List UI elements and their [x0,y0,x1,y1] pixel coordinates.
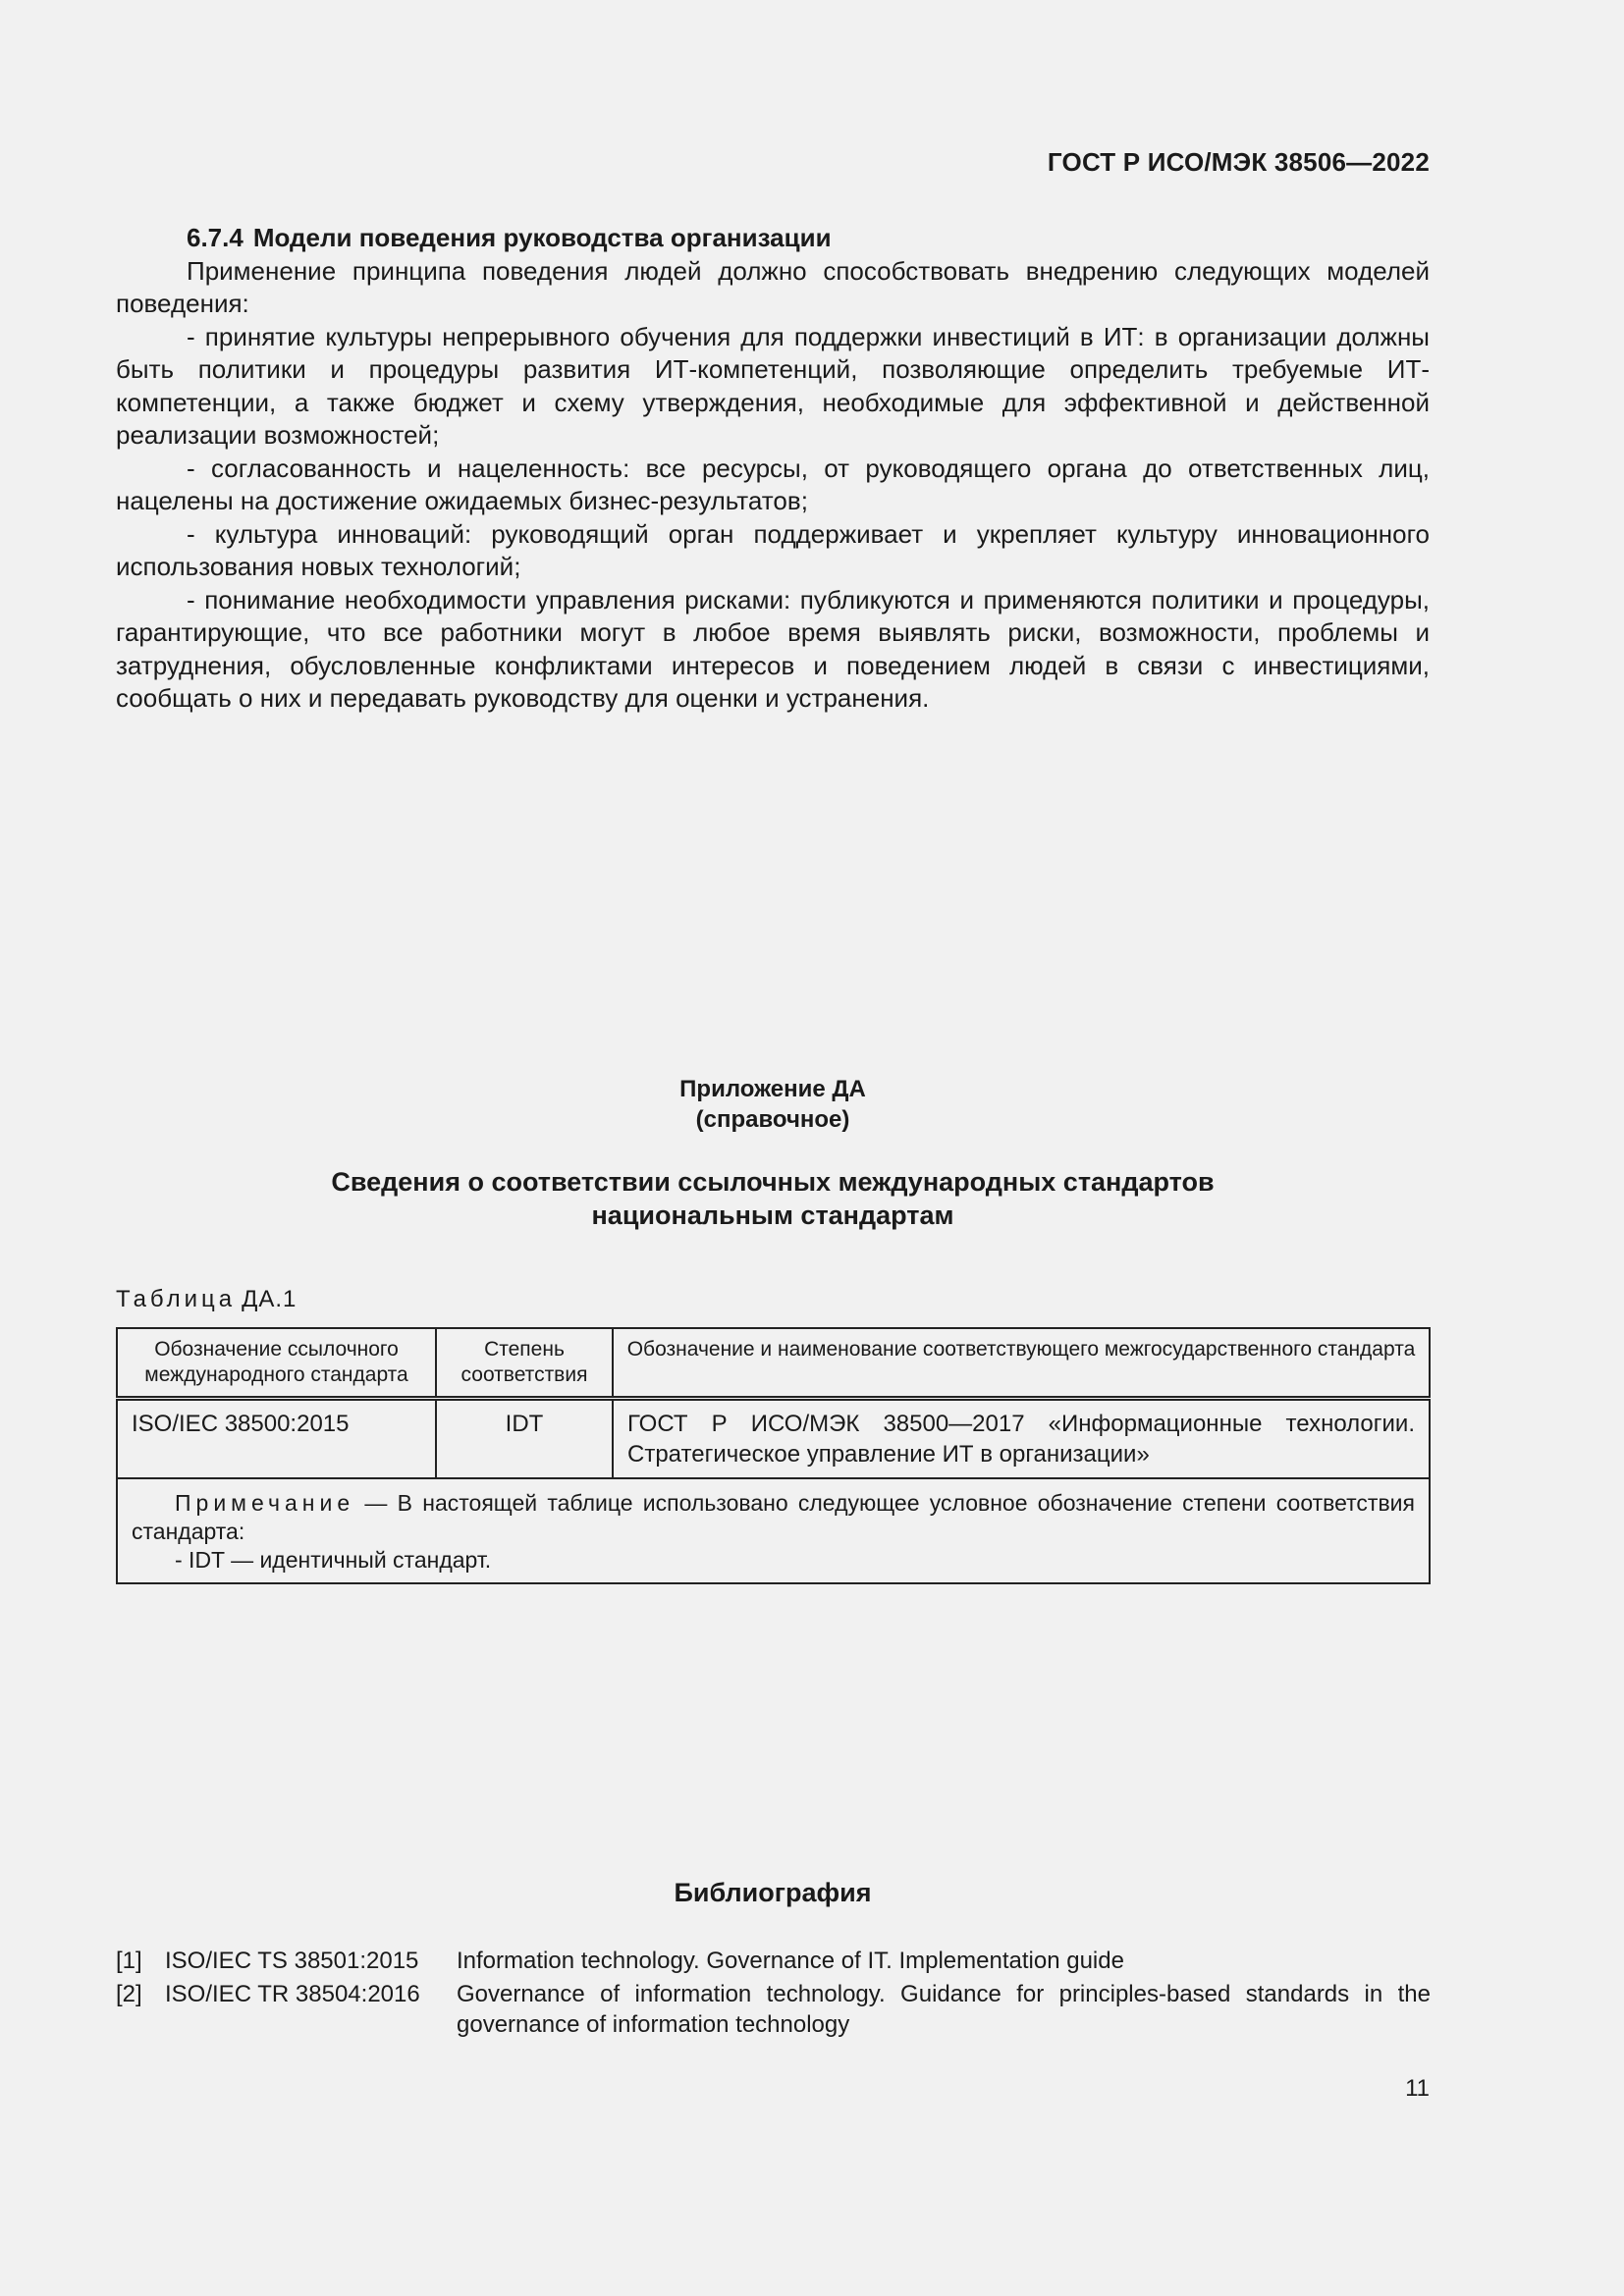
table-cell-national-standard: ГОСТ Р ИСО/МЭК 38500—2017 «Информационные технологии. Стратегическое управление ИТ в организации» [613,1399,1430,1479]
table-row [117,1399,1430,1479]
section-paragraph: - культура инноваций: руководящий орган поддерживает и укрепляет культуру инновационного использования новых технологий; [116,518,1430,581]
table-header-cell: Обозначение ссылочного международного стандарта [117,1328,436,1399]
correspondence-table [116,1327,1431,1584]
bib-title: Governance of information technology. Guidance for principles-based standards in the governance of information technology [457,1981,1431,2038]
bib-designation: ISO/IEC TR 38504:2016 [165,1981,420,2007]
appendix-title [116,1165,1430,1232]
bibliography-title: Библиография [674,1878,872,1907]
table-header-row [117,1328,1430,1399]
table-caption-word: Таблица [116,1286,237,1312]
bib-number: [1] [116,1948,142,1974]
appendix-heading [116,1074,1430,1232]
table-note-row [117,1478,1430,1583]
appendix-label: Приложение ДА [679,1076,866,1102]
section-title [116,222,1430,255]
table-header-cell: Обозначение и наименование соответствующего межгосударственного стандарта [613,1328,1430,1399]
section-6-7-4 [116,222,1430,716]
section-paragraph: - согласованность и нацеленность: все ресурсы, от руководящего органа до ответственных лиц, нацелены на достижение ожидаемых бизнес-результатов; [116,453,1430,515]
page-number: 11 [1405,2075,1430,2102]
bib-number: [2] [116,1981,142,2007]
table-cell-intl-standard: ISO/IEC 38500:2015 [117,1399,436,1479]
table-caption-number: ДА.1 [242,1286,298,1312]
note-item: - IDT — идентичный стандарт. [175,1547,492,1573]
section-paragraph: - понимание необходимости управления рисками: публикуются и применяются политики и процедуры, гарантирующие, что все работники могут в любое время выявлять риски, возможности, проблемы и затруднения, обусловленные конфликтами интересов и поведением людей в связи с инвестициями, сообщать о них и передавать руководству для оценки и устранения. [116,584,1430,713]
table-caption [116,1286,297,1313]
note-label: Примечание [175,1490,355,1516]
section-paragraph: - принятие культуры непрерывного обучения для поддержки инвестиций в ИТ: в организации должны быть политики и процедуры развития ИТ-компетенций, позволяющие определить требуемые ИТ-компетенции, а также бюджет и схему утверждения, необходимые для эффективной и действенной реализации возможностей; [116,321,1430,450]
bib-title: Information technology. Governance of IT. Implementation guide [457,1948,1124,1974]
section-number: 6.7.4 [187,223,244,252]
appendix-title-line: национальным стандартам [591,1201,954,1230]
list-item [116,1946,1431,1976]
section-paragraph: Применение принципа поведения людей должно способствовать внедрению следующих моделей поведения: [116,255,1430,318]
document-code-header: ГОСТ Р ИСО/МЭК 38506—2022 [1047,147,1430,177]
bibliography-list [116,1946,1431,2043]
appendix-type: (справочное) [695,1106,850,1133]
table-header-cell: Степень соответствия [436,1328,613,1399]
section-title-text: Модели поведения руководства организации [252,223,832,252]
note-text: — В настоящей таблице использовано следующее условное обозначение степени соответствия стандарта: [132,1490,1415,1544]
table-cell-degree: IDT [436,1399,613,1479]
list-item [116,1979,1431,2040]
bib-designation: ISO/IEC TS 38501:2015 [165,1948,419,1974]
appendix-title-line: Сведения о соответствии ссылочных международных стандартов [331,1167,1215,1197]
table-note [117,1478,1430,1583]
